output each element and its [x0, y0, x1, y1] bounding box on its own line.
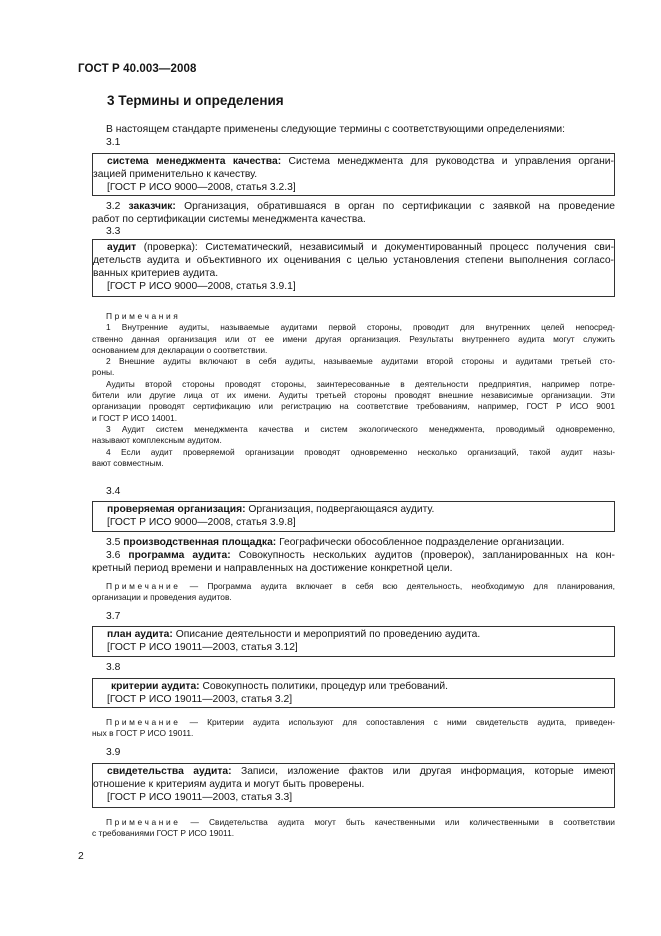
term-box-3-7: план аудита: Описание деятельности и мероприятий по проведению аудита. [ГОСТ Р ИСО 19011—2003, статья 3.12] [92, 626, 615, 657]
term-box-3-3: аудит (проверка): Систематический, независимый и документированный процесс получения сви- детельств аудита и объективного их оценивания с целью установления степени выполнения согласо- ванных критериев аудита. [ГОСТ Р ИСО 9000—2008, статья 3.9.1] [92, 239, 615, 297]
term-3-6-name: программа аудита: [128, 550, 231, 561]
section-title: 3 Термины и определения [107, 93, 284, 108]
note-3-6: Примечание — Программа аудита включает в себя всю деятельность, необходимую для планирования, организации и проведения аудитов. [92, 581, 615, 603]
term-3-2: 3.2 заказчик: Организация, обратившаяся в орган по сертификации с заявкой на проведение работ по сертификации системы менеджмента качества. [92, 201, 615, 225]
term-number-3-8: 3.8 [106, 662, 121, 673]
term-3-7-reference: [ГОСТ Р ИСО 19011—2003, статья 3.12] [107, 642, 298, 653]
term-box-3-9: свидетельства аудита: Записи, изложение фактов или другая информация, которые имеют отношение к критериям аудита и могут быть проверены. [ГОСТ Р ИСО 19011—2003, статья 3.3] [92, 763, 615, 808]
note-3-9: Примечание — Свидетельства аудита могут быть качественными или количественными в соответствии с требованиями ГОСТ Р ИСО 19011. [92, 817, 615, 839]
term-number-3-7: 3.7 [106, 611, 121, 622]
term-3-3-name: аудит [107, 242, 137, 253]
term-3-6: 3.6 программа аудита: Совокупность нескольких аудитов (проверок), запланированных на кон- кретный период времени и направленных на достижение конкретной цели. [92, 550, 615, 574]
term-3-8-reference: [ГОСТ Р ИСО 19011—2003, статья 3.2] [107, 694, 293, 705]
notes-heading: Примечания [106, 311, 181, 321]
term-3-1-reference: [ГОСТ Р ИСО 9000—2008, статья 3.2.3] [107, 182, 296, 193]
intro-paragraph: В настоящем стандарте применены следующие термины с соответствующими определениями: [106, 124, 566, 135]
term-3-2-name: заказчик: [128, 201, 176, 212]
term-box-3-1 [92, 153, 615, 196]
term-box-3-8: критерии аудита: Совокупность политики, процедур или требований. [ГОСТ Р ИСО 19011—2003, статья 3.2] [92, 678, 615, 708]
term-3-7-name: план аудита: [107, 629, 173, 640]
page-number: 2 [78, 851, 84, 862]
term-number-3-9: 3.9 [106, 747, 121, 758]
term-3-5: 3.5 производственная площадка: Географически обособленное подразделение организации. [106, 537, 565, 548]
term-3-4-reference: [ГОСТ Р ИСО 9000—2008, статья 3.9.8] [107, 517, 296, 528]
term-number-3-4: 3.4 [106, 486, 121, 497]
notes-3-3: Примечания 1 Внутренние аудиты, называемые аудитами первой стороны, проводит для внутренних целей непосред- ственно данная организация или от ее имени другая организация. Результаты внутреннего аудита могут служить основанием для декларации о соответствии. 2 Внешние аудиты включают в себя аудиты, называемые аудитами второй стороны и аудитами третьей сто- роны. Аудиты второй стороны проводят стороны, заинтересованные в деятельности предприятия, например потре- бители или другие лица от их имени. Аудиты третьей стороны проводят внешние независимые организации. Эти организации проводят сертификацию или регистрацию на соответствие требованиям, например, ГОСТ Р ИСО 9001 и ГОСТ Р ИСО 14001. 3 Аудит систем менеджмента качества и систем экологического менеджмента, проводимый одновременно, называют комплексным аудитом. 4 Если аудит проверяемой организации проводят одновременно несколько организаций, такой аудит назы- вают совместным. [92, 311, 615, 468]
term-3-3-reference: [ГОСТ Р ИСО 9000—2008, статья 3.9.1] [107, 281, 296, 292]
standard-header: ГОСТ Р 40.003—2008 [78, 63, 197, 75]
term-3-5-name: производственная площадка: [123, 537, 277, 548]
note-3-8: Примечание — Критерии аудита используют для сопоставления с ними свидетельств аудита, приведен- ных в ГОСТ Р ИСО 19011. [92, 717, 615, 739]
term-3-1-line1: система менеджмента качества: Система менеджмента для руководства и управления органи- [107, 156, 614, 167]
term-3-9-reference: [ГОСТ Р ИСО 19011—2003, статья 3.3] [107, 792, 293, 803]
term-number-3-3: 3.3 [106, 226, 121, 237]
term-3-8-name: критерии аудита: [111, 681, 200, 692]
term-3-9-name: свидетельства аудита: [107, 766, 232, 777]
term-3-1-line2: зацией применительно к качеству. [93, 169, 258, 180]
term-3-4-name: проверяемая организация: [107, 504, 246, 515]
term-box-3-4: проверяемая организация: Организация, подвергающаяся аудиту. [ГОСТ Р ИСО 9000—2008, статья 3.9.8] [92, 501, 615, 532]
term-number-3-1: 3.1 [106, 137, 121, 148]
term-3-1-name: система менеджмента качества: [107, 156, 282, 167]
